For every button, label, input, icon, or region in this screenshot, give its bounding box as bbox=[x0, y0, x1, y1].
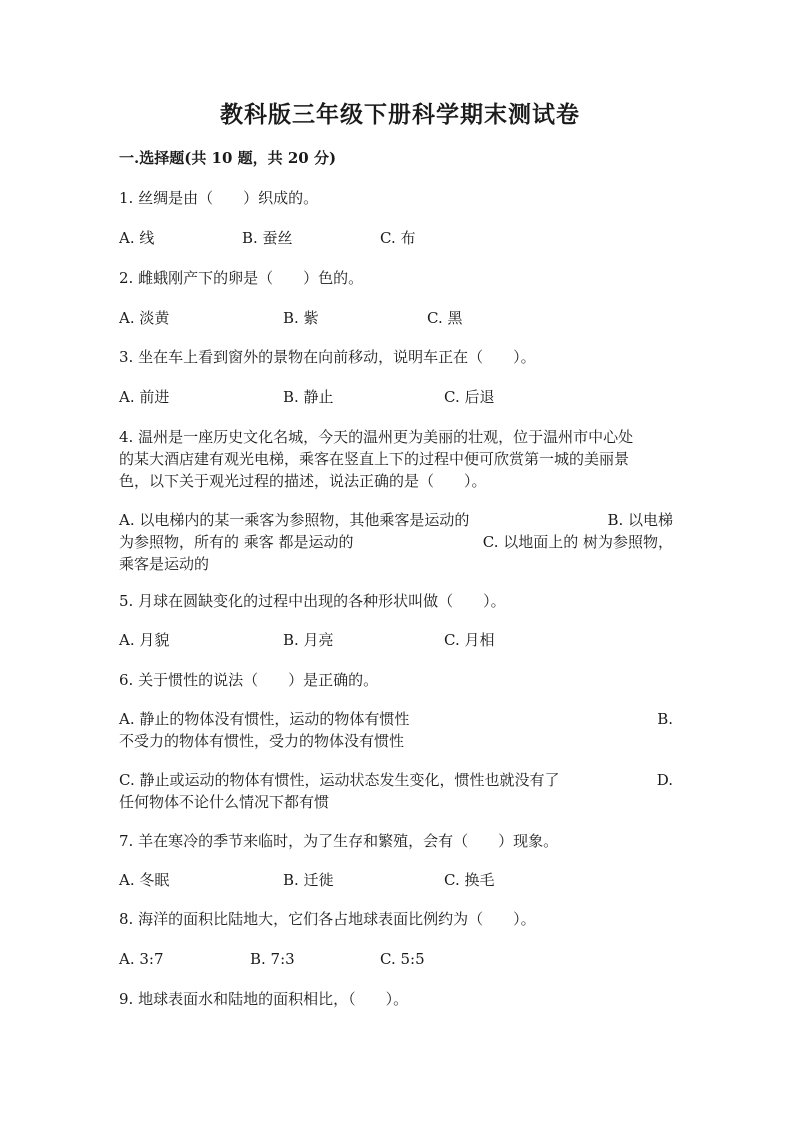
question-7-option-a: A. 冬眠 bbox=[119, 871, 170, 889]
question-8-option-c: C. 5:5 bbox=[380, 950, 425, 968]
question-4-option-a: A. 以电梯内的某一乘客为参照物，其他乘客是运动的 bbox=[119, 511, 470, 529]
question-1-option-b: B. 蚕丝 bbox=[242, 229, 293, 247]
question-1-option-a: A. 线 bbox=[119, 229, 155, 247]
question-3-option-a: A. 前进 bbox=[119, 388, 170, 406]
question-2-option-c: C. 黑 bbox=[427, 309, 463, 327]
question-1-option-c: C. 布 bbox=[380, 229, 416, 247]
question-8-option-b: B. 7:3 bbox=[250, 950, 295, 968]
question-3-stem: 3. 坐在车上看到窗外的景物在向前移动，说明车正在（ ）。 bbox=[119, 348, 536, 366]
question-4-option-c-cont: 乘客是运动的 bbox=[119, 555, 210, 573]
question-6-option-d-cont: 任何物体不论什么情况下都有惯 bbox=[119, 793, 330, 811]
question-4-stem-line-1: 4. 温州是一座历史文化名城，今天的温州更为美丽的壮观，位于温州市中心处 bbox=[119, 428, 634, 446]
question-4-option-c-start: C. 以地面上的 树为参照物， bbox=[482, 533, 673, 551]
question-8-option-a: A. 3:7 bbox=[119, 950, 164, 968]
question-5-option-a: A. 月貌 bbox=[119, 631, 170, 649]
question-6-stem: 6. 关于惯性的说法（ ）是正确的。 bbox=[119, 671, 379, 689]
question-6-option-c: C. 静止或运动的物体有惯性，运动状态发生变化，惯性也就没有了 bbox=[119, 771, 560, 789]
question-9-stem: 9. 地球表面水和陆地的面积相比，（ ）。 bbox=[119, 990, 409, 1008]
question-6-option-d-start: D. bbox=[656, 771, 673, 789]
question-5-option-c: C. 月相 bbox=[444, 631, 495, 649]
question-7-option-c: C. 换毛 bbox=[444, 871, 495, 889]
question-8-stem: 8. 海洋的面积比陆地大，它们各占地球表面比例约为（ ）。 bbox=[119, 910, 536, 928]
question-6-option-a: A. 静止的物体没有惯性，运动的物体有惯性 bbox=[119, 710, 410, 728]
section-heading: 一.选择题(共 10 题，共 20 分) bbox=[119, 149, 337, 167]
question-4-option-b-start: B. 以电梯 bbox=[607, 511, 673, 529]
question-6-option-b-cont: 不受力的物体有惯性，受力的物体没有惯性 bbox=[119, 732, 405, 750]
page-title: 教科版三年级下册科学期末测试卷 bbox=[220, 101, 580, 128]
question-7-stem: 7. 羊在寒冷的季节来临时，为了生存和繁殖，会有（ ）现象。 bbox=[119, 832, 559, 850]
question-5-option-b: B. 月亮 bbox=[283, 631, 334, 649]
question-7-option-b: B. 迁徙 bbox=[283, 871, 334, 889]
question-6-option-b-start: B. bbox=[657, 710, 673, 728]
question-4-stem-line-2: 的某大酒店建有观光电梯，乘客在竖直上下的过程中便可欣赏第一城的美丽景 bbox=[119, 450, 630, 468]
question-2-option-a: A. 淡黄 bbox=[119, 309, 170, 327]
question-3-option-c: C. 后退 bbox=[444, 388, 495, 406]
question-1-stem: 1. 丝绸是由（ ）织成的。 bbox=[119, 189, 319, 207]
question-3-option-b: B. 静止 bbox=[283, 388, 334, 406]
question-2-stem: 2. 雌蛾刚产下的卵是（ ）色的。 bbox=[119, 269, 364, 287]
question-5-stem: 5. 月球在圆缺变化的过程中出现的各种形状叫做（ ）。 bbox=[119, 592, 506, 610]
question-2-option-b: B. 紫 bbox=[283, 309, 319, 327]
question-4-option-b-cont: 为参照物，所有的 乘客 都是运动的 bbox=[119, 533, 354, 551]
question-4-stem-line-3: 色，以下关于观光过程的描述，说法正确的是（ ）。 bbox=[119, 472, 487, 490]
